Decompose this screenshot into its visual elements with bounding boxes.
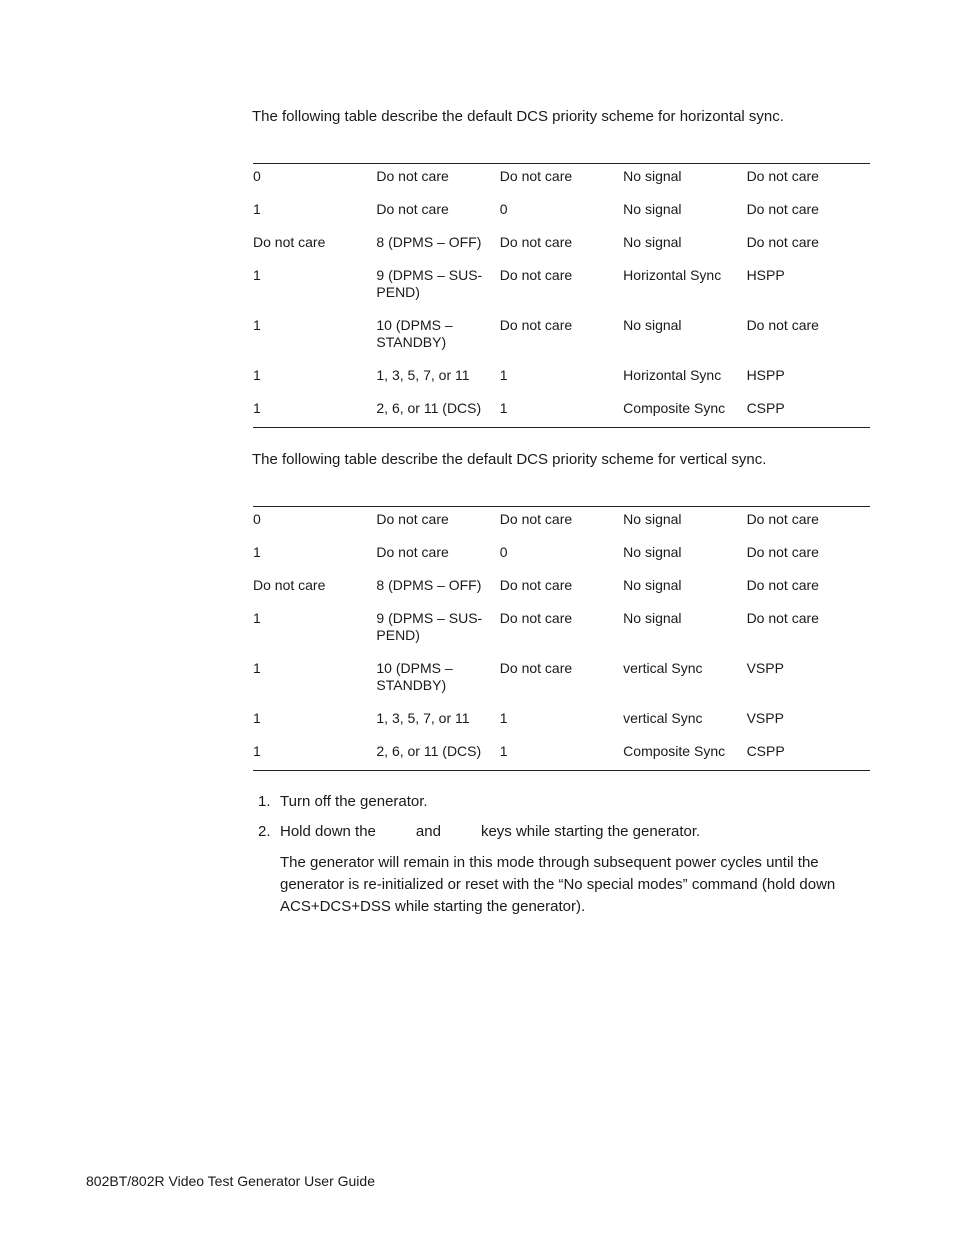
table-cell: No signal	[623, 511, 682, 527]
table-row	[253, 606, 870, 656]
table-cell: 1	[253, 201, 261, 217]
table-cell: 1	[499, 743, 508, 759]
table-cell: Do not care	[746, 544, 819, 560]
table-cell: 1	[499, 710, 508, 726]
step-note: The generator will remain in this mode through subsequent power cycles until the generator is re-initialized or reset with the “No special modes” command (hold down ACS+DCS+DSS while starting the generator).	[280, 854, 836, 915]
table-cell: 1, 3, 5, 7, or 11	[376, 367, 470, 383]
table-cell: 0	[499, 544, 508, 560]
table-cell: 2, 6, or 11 (DCS)	[376, 400, 482, 416]
table-row	[253, 507, 870, 541]
table-cell: Do not care	[376, 201, 449, 217]
table-cell: vertical Sync	[623, 710, 703, 726]
table-cell: Do not care	[746, 511, 819, 527]
table-cell: Do not care	[746, 610, 819, 626]
table-cell: vertical Sync	[623, 660, 703, 676]
horizontal-sync-table	[253, 163, 870, 428]
step-number: 1.	[258, 793, 271, 810]
table-cell: No signal	[623, 544, 682, 560]
step-text-part: keys while starting the generator.	[480, 823, 701, 840]
table-cell: Do not care	[746, 577, 819, 593]
table-cell: 1	[253, 267, 261, 283]
table-cell: 9 (DPMS – SUS- PEND)	[376, 610, 483, 643]
table-cell: Do not care	[499, 267, 573, 283]
table-cell: No signal	[623, 201, 682, 217]
table-cell: CSPP	[746, 743, 785, 759]
table-row	[253, 363, 870, 396]
step-1	[258, 792, 858, 812]
table-row	[253, 197, 870, 230]
table-cell: VSPP	[746, 660, 784, 676]
procedure-steps	[258, 792, 858, 918]
table-cell: Composite Sync	[623, 400, 726, 416]
table-cell: Horizontal Sync	[623, 267, 722, 283]
table-cell: No signal	[623, 234, 682, 250]
table-cell: 1	[253, 710, 261, 726]
table-cell: Do not care	[499, 660, 573, 676]
table-row	[253, 656, 870, 706]
table-cell: 1	[499, 400, 508, 416]
table-cell: Do not care	[253, 234, 326, 250]
table-cell: Do not care	[746, 317, 819, 333]
table-cell: Do not care	[499, 168, 573, 184]
table-cell: 1	[253, 367, 261, 383]
intro-horizontal: The following table describe the default DCS priority scheme for horizontal sync.	[252, 108, 784, 125]
table-cell: Do not care	[746, 168, 819, 184]
intro-vertical: The following table describe the default DCS priority scheme for vertical sync.	[252, 451, 767, 468]
table-cell: 2, 6, or 11 (DCS)	[376, 743, 482, 759]
table-cell: 10 (DPMS – STANDBY)	[376, 660, 453, 693]
table-row	[253, 540, 870, 573]
table-cell: HSPP	[746, 267, 785, 283]
table-cell: 0	[253, 168, 261, 184]
table-cell: Do not care	[499, 317, 573, 333]
table-cell: VSPP	[746, 710, 784, 726]
table-row	[253, 739, 870, 771]
table-cell: 8 (DPMS – OFF)	[376, 234, 482, 250]
table-cell: CSPP	[746, 400, 785, 416]
table-row	[253, 706, 870, 739]
table-cell: 1	[253, 610, 261, 626]
step-number: 2.	[258, 823, 271, 840]
table-cell: 1	[253, 660, 261, 676]
table-cell: Do not care	[376, 511, 449, 527]
table-cell: Horizontal Sync	[623, 367, 722, 383]
table-row	[253, 263, 870, 313]
table-cell: Do not care	[499, 234, 573, 250]
step-text	[280, 822, 858, 842]
step-text-part: and	[415, 823, 441, 840]
table-row	[253, 573, 870, 606]
table-cell: Do not care	[499, 577, 573, 593]
table-cell: 1	[253, 400, 261, 416]
table-cell: Composite Sync	[623, 743, 726, 759]
step-text-part: Hold down the	[280, 823, 376, 840]
table-cell: 1	[253, 317, 261, 333]
table-cell: 9 (DPMS – SUS- PEND)	[376, 267, 483, 300]
step-2	[258, 822, 858, 842]
table-cell: 0	[253, 511, 261, 527]
table-row	[253, 164, 870, 198]
table-cell: 10 (DPMS – STANDBY)	[376, 317, 453, 350]
table-cell: 0	[499, 201, 508, 217]
table-cell: Do not care	[499, 511, 573, 527]
step-text: Turn off the generator.	[280, 793, 428, 810]
table-cell: 8 (DPMS – OFF)	[376, 577, 482, 593]
table-cell: Do not care	[376, 168, 449, 184]
table-cell: 1	[253, 743, 261, 759]
page-footer: 802BT/802R Video Test Generator User Guide	[86, 1173, 375, 1189]
table-cell: Do not care	[499, 610, 573, 626]
table-cell: Do not care	[746, 234, 819, 250]
table-cell: No signal	[623, 168, 682, 184]
table-row	[253, 313, 870, 363]
table-row	[253, 396, 870, 428]
table-cell: Do not care	[376, 544, 449, 560]
table-cell: 1	[499, 367, 508, 383]
table-cell: No signal	[623, 317, 682, 333]
table-cell: Do not care	[746, 201, 819, 217]
table-cell: HSPP	[746, 367, 785, 383]
table-cell: 1	[253, 544, 261, 560]
table-cell: No signal	[623, 610, 682, 626]
table-row	[253, 230, 870, 263]
table-cell: 1, 3, 5, 7, or 11	[376, 710, 470, 726]
table-cell: Do not care	[253, 577, 326, 593]
table-cell: No signal	[623, 577, 682, 593]
vertical-sync-table	[253, 506, 870, 771]
